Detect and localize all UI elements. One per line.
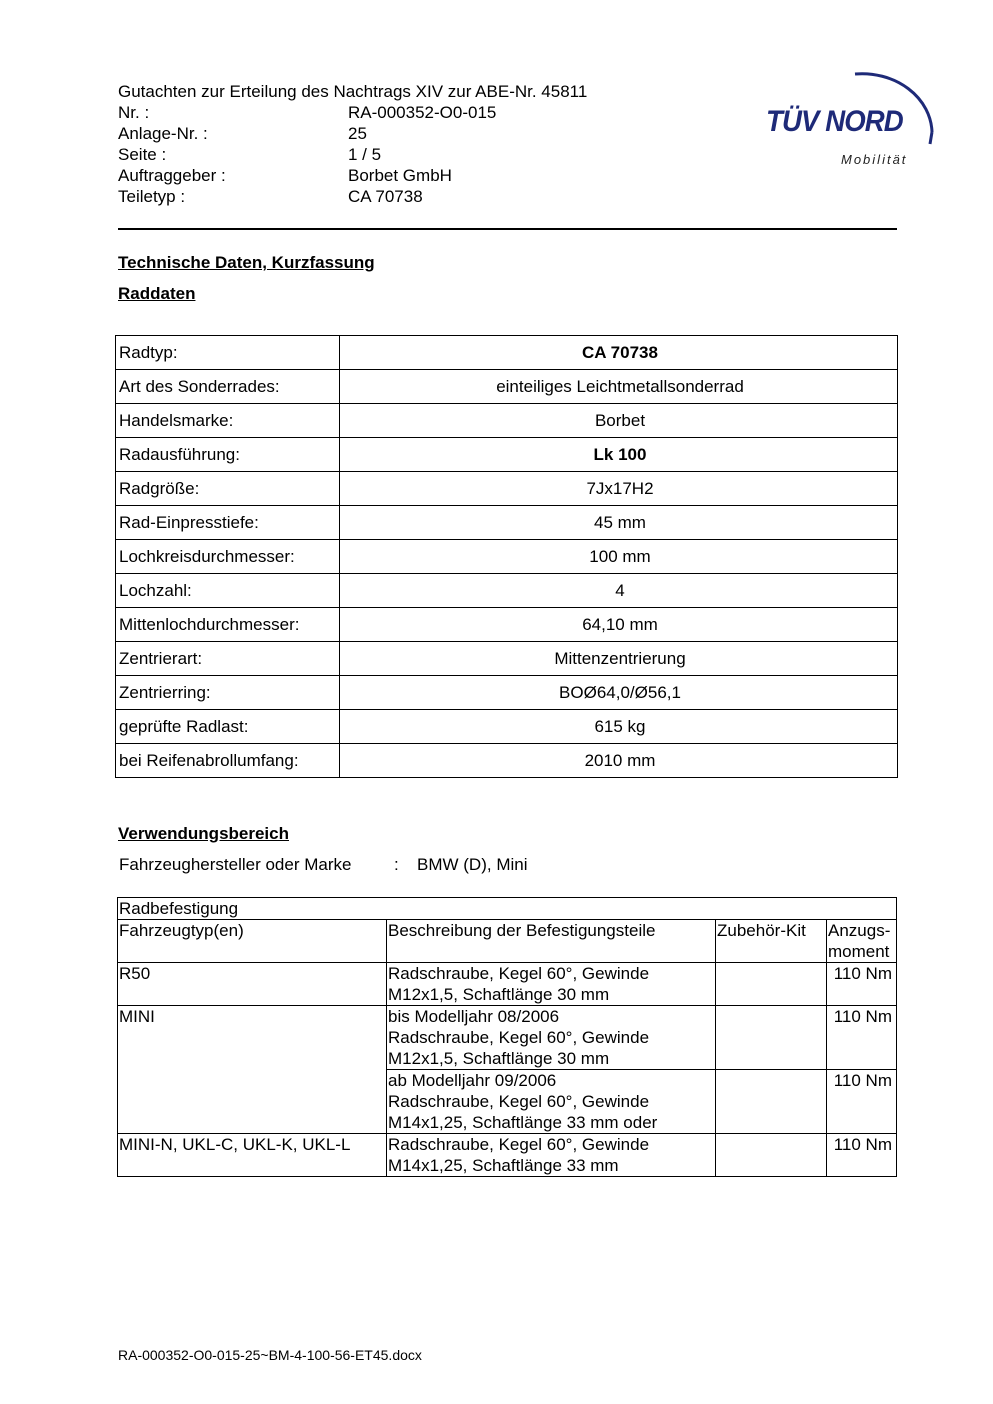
table-cell-key: Radtyp: <box>116 336 340 370</box>
table-cell-kit <box>716 963 827 1006</box>
column-header: Anzugs- moment <box>827 920 897 963</box>
header-field-nr: Nr. : RA-000352-O0-015 <box>118 103 497 122</box>
table-cell-type: MINI <box>118 1006 387 1134</box>
section-title-main: Technische Daten, Kurzfassung <box>118 253 375 272</box>
document-footer-filename: RA-000352-O0-015-25~BM-4-100-56-ET45.docx <box>118 1347 422 1363</box>
table-cell-key: Radgröße: <box>116 472 340 506</box>
table-cell-kit <box>716 1006 827 1070</box>
table-row <box>116 370 898 404</box>
table-cell-key: Radausführung: <box>116 438 340 472</box>
table-cell-value: einteiliges Leichtmetallsonderrad <box>340 370 898 404</box>
table-row <box>118 963 897 1006</box>
table-cell-torque: 110 Nm <box>827 1134 897 1177</box>
column-header: Zubehör-Kit <box>716 920 827 963</box>
table-title-cell: Radbefestigung <box>118 898 897 920</box>
table-cell-value: Mittenzentrierung <box>340 642 898 676</box>
table-cell-desc: ab Modelljahr 09/2006 Radschraube, Kegel 60°, Gewinde M14x1,25, Schaftlänge 33 mm oder <box>387 1070 716 1134</box>
table-cell-value: Lk 100 <box>340 438 898 472</box>
table-cell-desc: Radschraube, Kegel 60°, Gewinde M12x1,5, Schaftlänge 30 mm <box>387 963 716 1006</box>
table-cell-value: 100 mm <box>340 540 898 574</box>
table-row <box>116 438 898 472</box>
table-cell-value: 4 <box>340 574 898 608</box>
table-cell-key: Lochzahl: <box>116 574 340 608</box>
table-cell-kit <box>716 1070 827 1134</box>
column-header: Beschreibung der Befestigungsteile <box>387 920 716 963</box>
table-cell-value: CA 70738 <box>340 336 898 370</box>
table-cell-value: 45 mm <box>340 506 898 540</box>
table-cell-key: Handelsmarke: <box>116 404 340 438</box>
table-row <box>116 574 898 608</box>
usage-value: BMW (D), Mini <box>417 855 528 874</box>
table-cell-torque: 110 Nm <box>827 1070 897 1134</box>
header-field-auftraggeber: Auftraggeber : Borbet GmbH <box>118 166 452 185</box>
table-cell-key: Rad-Einpresstiefe: <box>116 506 340 540</box>
usage-line <box>119 855 528 875</box>
table-row <box>116 540 898 574</box>
table-cell-key: geprüfte Radlast: <box>116 710 340 744</box>
table-header-row <box>118 920 897 963</box>
logo-wordmark: TÜV NORD <box>766 105 903 138</box>
table-cell-key: Zentrierart: <box>116 642 340 676</box>
table-row <box>116 472 898 506</box>
table-cell-value: 7Jx17H2 <box>340 472 898 506</box>
table-cell-value: 64,10 mm <box>340 608 898 642</box>
table-row <box>116 608 898 642</box>
logo-subtitle: Mobilität <box>841 152 908 167</box>
table-cell-key: Art des Sonderrades: <box>116 370 340 404</box>
document-header <box>118 81 587 207</box>
usage-colon: : <box>394 855 399 874</box>
table-cell-kit <box>716 1134 827 1177</box>
table-cell-torque: 110 Nm <box>827 963 897 1006</box>
table-cell-torque: 110 Nm <box>827 1006 897 1070</box>
header-field-anlage: Anlage-Nr. : 25 <box>118 124 367 143</box>
column-header: Fahrzeugtyp(en) <box>118 920 387 963</box>
table-cell-key: bei Reifenabrollumfang: <box>116 744 340 778</box>
table-row <box>116 506 898 540</box>
table-cell-key: Lochkreisdurchmesser: <box>116 540 340 574</box>
tuv-nord-logo <box>760 56 942 176</box>
table-cell-desc: Radschraube, Kegel 60°, Gewinde M14x1,25, Schaftlänge 33 mm <box>387 1134 716 1177</box>
table-row <box>116 642 898 676</box>
table-cell-value: BOØ64,0/Ø56,1 <box>340 676 898 710</box>
table-cell-type: R50 <box>118 963 387 1006</box>
table-row <box>118 898 897 920</box>
table-row <box>116 404 898 438</box>
raddaten-table <box>115 335 898 778</box>
table-cell-value: 615 kg <box>340 710 898 744</box>
table-cell-value: Borbet <box>340 404 898 438</box>
usage-label: Fahrzeughersteller oder Marke <box>119 855 352 874</box>
table-row <box>116 710 898 744</box>
table-row <box>116 676 898 710</box>
header-field-seite: Seite : 1 / 5 <box>118 145 382 164</box>
table-cell-type: MINI-N, UKL-C, UKL-K, UKL-L <box>118 1134 387 1177</box>
header-field-teiletyp: Teiletyp : CA 70738 <box>118 187 423 206</box>
section-title-verwendung: Verwendungsbereich <box>118 824 289 843</box>
table-row <box>118 1006 897 1070</box>
table-cell-key: Zentrierring: <box>116 676 340 710</box>
table-row <box>118 1134 897 1177</box>
section-title-raddaten: Raddaten <box>118 284 196 303</box>
radbefestigung-table <box>117 897 897 1177</box>
table-cell-value: 2010 mm <box>340 744 898 778</box>
header-divider <box>118 228 897 230</box>
document-title: Gutachten zur Erteilung des Nachtrags XIV zur ABE-Nr. 45811 <box>118 82 588 101</box>
table-row <box>116 744 898 778</box>
table-cell-desc: bis Modelljahr 08/2006 Radschraube, Kegel 60°, Gewinde M12x1,5, Schaftlänge 30 mm <box>387 1006 716 1070</box>
table-cell-key: Mittenlochdurchmesser: <box>116 608 340 642</box>
table-row <box>116 336 898 370</box>
